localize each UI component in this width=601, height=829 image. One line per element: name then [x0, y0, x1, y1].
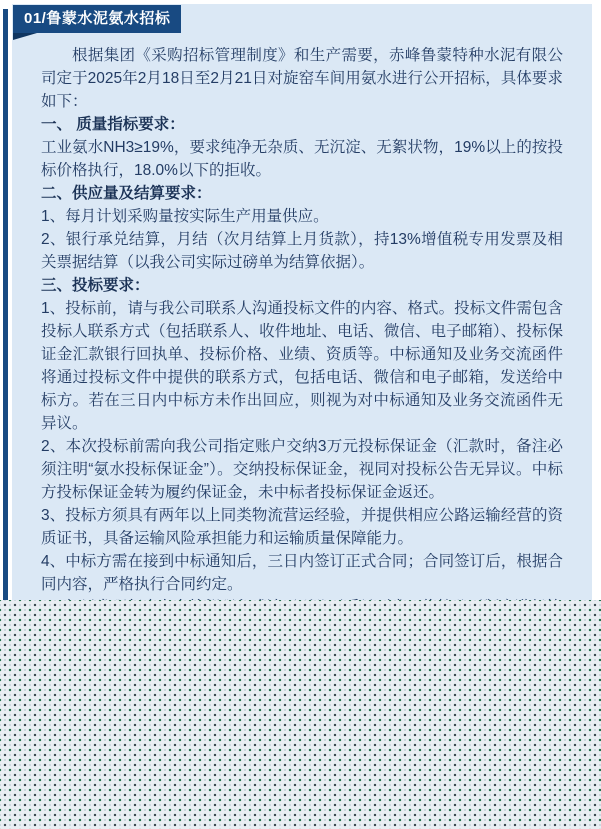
- section-paragraph: 2、本次投标前需向我公司指定账户交纳3万元投标保证金（汇款时，备注必须注明“氨水投标保证金”）。交纳投标保证金，视同对投标公告无异议。中标方投标保证金转为履约保证金，未中标者投标保证金返还。: [41, 438, 563, 501]
- article-body: [41, 44, 563, 619]
- section-heading: 二、供应量及结算要求：: [41, 185, 212, 202]
- content-panel: [12, 4, 592, 600]
- section-paragraph: 工业氨水NH3≥19%，要求纯净无杂质、无沉淀、无絮状物，19%以上的按投标价格执行，18.0%以下的拒收。: [41, 139, 563, 179]
- left-accent-line: [3, 9, 8, 605]
- halftone-dot-pattern: [0, 600, 601, 829]
- intro-paragraph: 根据集团《采购招标管理制度》和生产需要，赤峰鲁蒙特种水泥有限公司定于2025年2月18日至2月21日对旋窑车间用氨水进行公开招标，具体要求如下：: [41, 47, 563, 110]
- section-paragraph: 3、投标方须具有两年以上同类物流营运经验，并提供相应公路运输经营的资质证书，具备运输风险承担能力和运输质量保障能力。: [41, 507, 563, 547]
- section-paragraph: 1、每月计划采购量按实际生产用量供应。: [41, 208, 329, 225]
- badge-fold-decoration: [13, 33, 37, 40]
- section-title: 01/鲁蒙水泥氨水招标: [24, 10, 171, 27]
- section-heading: 一、 质量指标要求：: [41, 116, 185, 133]
- section-paragraph: 4、中标方需在接到中标通知后，三日内签订正式合同；合同签订后，根据合同内容，严格执行合同约定。: [41, 553, 563, 593]
- section-paragraph: 2、银行承兑结算，月结（次月结算上月货款），持13%增值税专用发票及相关票据结算（以我公司实际过磅单为结算依据）。: [41, 231, 563, 271]
- section-paragraph: 1、投标前，请与我公司联系人沟通投标文件的内容、格式。投标文件需包含投标人联系方式（包括联系人、收件地址、电话、微信、电子邮箱）、投标保证金汇款银行回执单、投标价格、业绩、资质等。中标通知及业务交流函件将通过投标文件中提供的联系方式，包括电话、微信和电子邮箱，发送给中标方。若在三日内中标方未作出回应，则视为对中标通知及业务交流函件无异议。: [41, 300, 563, 432]
- section-title-badge: [13, 5, 181, 33]
- section-heading: 三、投标要求：: [41, 277, 150, 294]
